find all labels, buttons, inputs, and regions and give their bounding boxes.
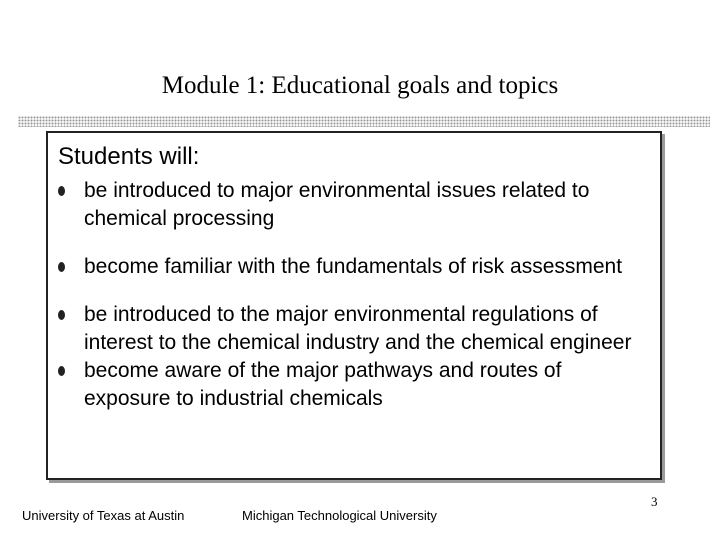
footer-center-text: Michigan Technological University — [242, 508, 437, 523]
content-box — [46, 131, 662, 480]
bullet-text: become familiar with the fundamentals of risk assessment — [84, 255, 623, 278]
bullet-text: be introduced to major environmental issues related to chemical processing — [84, 179, 590, 230]
bullet-item — [48, 301, 660, 357]
bullet-text: be introduced to the major environmental regulations of interest to the chemical industry and the chemical engineer — [84, 303, 632, 354]
intro-text: Students will: — [58, 143, 200, 170]
bullet-item — [48, 357, 660, 413]
title-divider — [18, 116, 710, 127]
bullet-item — [48, 177, 660, 233]
bullet-text: become aware of the major pathways and routes of exposure to industrial chemicals — [84, 359, 562, 410]
slide-title: Module 1: Educational goals and topics — [161, 72, 559, 99]
bullet-icon — [58, 262, 65, 272]
bullet-icon — [58, 186, 65, 196]
bullet-icon — [58, 310, 65, 320]
bullet-icon — [58, 366, 65, 376]
page-number: 3 — [651, 494, 658, 509]
bullet-list — [48, 177, 660, 413]
bullet-item — [48, 253, 660, 281]
footer-left-text: University of Texas at Austin — [22, 508, 185, 523]
